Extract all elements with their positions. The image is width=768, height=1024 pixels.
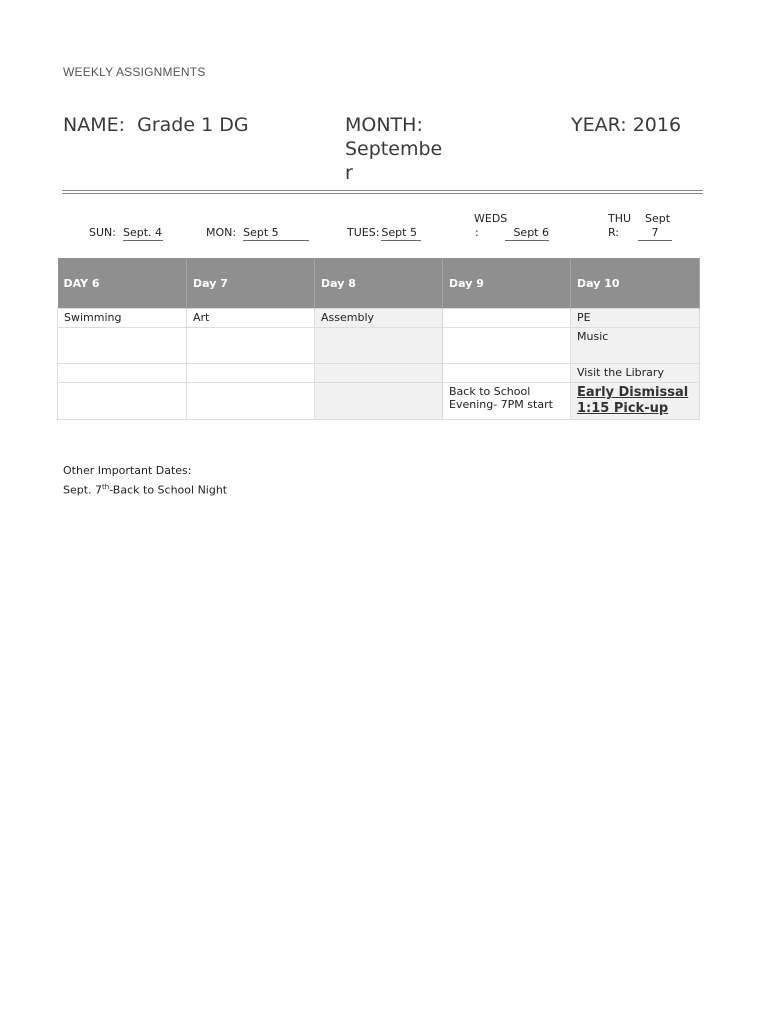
thur-label-1: THU <box>608 212 632 225</box>
table-cell: Back to School Evening- 7PM start <box>443 383 571 420</box>
thur-date <box>638 226 672 241</box>
table-cell: Art <box>187 309 315 328</box>
table-cell <box>443 328 571 364</box>
tues-label: TUES: <box>347 226 380 239</box>
name-label: NAME: <box>63 114 126 136</box>
table-cell <box>315 328 443 364</box>
other-date-sup: th <box>102 483 110 491</box>
month-label: MONTH: <box>345 114 423 136</box>
table-cell <box>187 328 315 364</box>
sun-label: SUN: <box>89 226 116 239</box>
year-value: 2016 <box>632 114 682 136</box>
other-dates <box>63 463 227 499</box>
mon-value: Sept 5 <box>243 226 309 241</box>
table-cell <box>443 364 571 383</box>
sun-value: Sept. 4 <box>122 226 163 239</box>
header-rule-top <box>62 190 703 191</box>
table-cell: Swimming <box>58 309 187 328</box>
other-date-prefix: Sept. 7 <box>63 483 103 497</box>
table-cell <box>315 364 443 383</box>
year-header <box>571 113 681 137</box>
sun-date <box>89 226 163 241</box>
table-cell <box>571 383 700 420</box>
header-rule-bottom <box>62 193 703 194</box>
name-value: Grade 1 DG <box>137 114 249 136</box>
weds-label-1: WEDS <box>474 212 508 225</box>
table-cell <box>58 364 187 383</box>
mon-label: MON: <box>206 226 237 239</box>
table-cell <box>58 383 187 420</box>
table-cell <box>58 328 187 364</box>
early-dismissal-note: Early Dismissal 1:15 Pick-up <box>577 385 689 416</box>
schedule-header-row <box>58 258 700 309</box>
day-header: DAY 6 <box>58 258 187 309</box>
mon-date <box>206 226 309 241</box>
other-date-suffix: -Back to School Night <box>109 483 228 497</box>
schedule-table <box>57 258 700 420</box>
table-cell: Music <box>571 328 700 364</box>
name-header <box>63 113 249 137</box>
month-value: September <box>345 138 443 184</box>
table-row <box>58 309 700 328</box>
table-row <box>58 328 700 364</box>
tues-date <box>347 226 421 241</box>
table-row <box>58 364 700 383</box>
day-header: Day 10 <box>571 258 700 309</box>
weds-date <box>505 226 549 241</box>
month-header <box>345 113 455 185</box>
table-cell <box>443 309 571 328</box>
table-cell: Visit the Library <box>571 364 700 383</box>
other-dates-heading: Other Important Dates: <box>63 464 192 477</box>
weds-value: Sept 6 <box>505 226 549 241</box>
day-header: Day 9 <box>443 258 571 309</box>
other-dates-item <box>63 479 227 499</box>
table-cell: Assembly <box>315 309 443 328</box>
day-header: Day 8 <box>315 258 443 309</box>
table-cell <box>315 383 443 420</box>
thur-value-2: 7 <box>638 226 672 241</box>
thur-value-1: Sept <box>645 212 671 225</box>
tues-value: Sept 5 <box>381 226 421 241</box>
thur-label-2: R: <box>608 226 620 239</box>
document-label: WEEKLY ASSIGNMENTS <box>63 65 206 79</box>
weds-label-2: : <box>475 226 479 239</box>
table-cell <box>187 383 315 420</box>
table-cell <box>187 364 315 383</box>
day-header: Day 7 <box>187 258 315 309</box>
table-cell: PE <box>571 309 700 328</box>
table-row <box>58 383 700 420</box>
year-label: YEAR: <box>571 114 627 136</box>
